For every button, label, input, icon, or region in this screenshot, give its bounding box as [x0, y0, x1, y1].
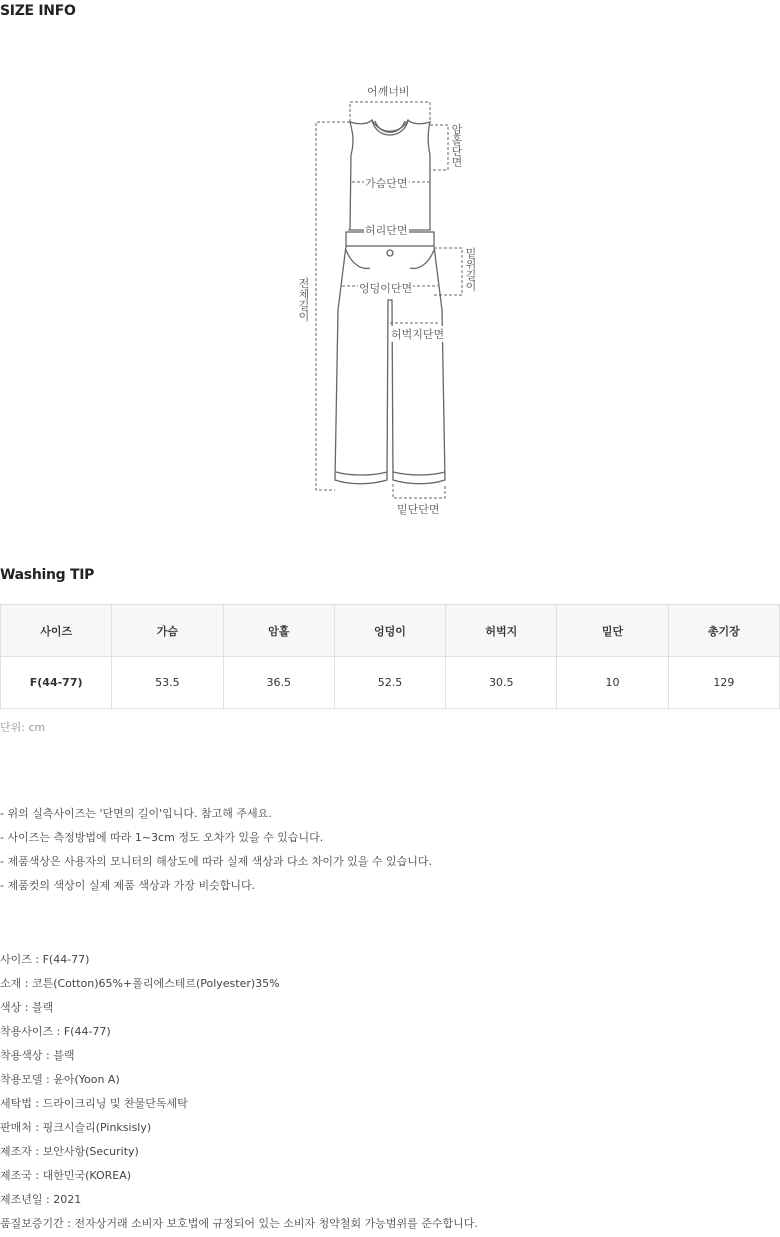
note-item: - 사이즈는 측정방법에 따라 1~3cm 정도 오차가 있을 수 있습니다. — [0, 831, 324, 844]
spec-item: 착용사이즈 : F(44-77) — [0, 1025, 111, 1038]
note-item: - 제품색상은 사용자의 모니터의 해상도에 따라 실제 색상과 다소 차이가 있을 수 있습니다. — [0, 855, 432, 868]
spec-item: 제조국 : 대한민국(KOREA) — [0, 1169, 132, 1182]
table-cell: 30.5 — [446, 657, 557, 709]
table-header-row — [1, 605, 780, 657]
table-cell: 10 — [557, 657, 668, 709]
spec-item: 제조자 : 보안사항(Security) — [0, 1145, 139, 1158]
note-item: - 제품컷의 색상이 실제 제품 색상과 가장 비슷합니다. — [0, 879, 256, 892]
label-chest: 가슴단면 — [365, 177, 408, 190]
size-info-heading: SIZE INFO — [0, 3, 76, 19]
col-header: 허벅지 — [446, 605, 557, 657]
spec-item: 착용색상 : 블랙 — [0, 1049, 75, 1062]
spec-item: 착용모델 : 윤아(Yoon A) — [0, 1073, 120, 1086]
col-header: 가슴 — [112, 605, 223, 657]
specs-list — [0, 948, 478, 1236]
label-total-length: 전체길이 — [298, 277, 310, 323]
washing-tip-heading: Washing TIP — [0, 567, 95, 583]
col-header: 사이즈 — [1, 605, 112, 657]
col-header: 총기장 — [668, 605, 779, 657]
spec-item: 소재 : 코튼(Cotton)65%+폴리에스테르(Polyester)35% — [0, 977, 280, 990]
label-rise: 밑위길이 — [465, 247, 477, 293]
label-waist: 허리단면 — [365, 224, 408, 237]
table-row — [1, 657, 780, 709]
jumpsuit-illustration — [280, 80, 500, 520]
size-diagram — [280, 80, 500, 520]
table-cell: 52.5 — [334, 657, 445, 709]
unit-label: 단위: cm — [0, 721, 46, 734]
label-thigh: 허벅지단면 — [391, 328, 445, 341]
label-hip: 엉덩이단면 — [359, 282, 413, 295]
spec-item: 제조년일 : 2021 — [0, 1193, 82, 1206]
table-cell: 36.5 — [223, 657, 334, 709]
col-header: 암홀 — [223, 605, 334, 657]
spec-item: 색상 : 블랙 — [0, 1001, 54, 1014]
notes-list — [0, 802, 432, 898]
spec-item: 세탁법 : 드라이크리닝 및 찬물단독세탁 — [0, 1097, 188, 1110]
col-header: 밑단 — [557, 605, 668, 657]
label-hem: 밑단단면 — [397, 503, 440, 516]
label-shoulder: 어깨너비 — [367, 85, 410, 98]
col-header: 엉덩이 — [334, 605, 445, 657]
spec-item: 판매처 : 핑크시슬리(Pinksisly) — [0, 1121, 152, 1134]
table-cell: 53.5 — [112, 657, 223, 709]
table-cell: 129 — [668, 657, 779, 709]
label-armhole: 암홀단면 — [451, 123, 463, 169]
spec-item: 품질보증기간 : 전자상거래 소비자 보호법에 규정되어 있는 소비자 청약철회 가능범위를 준수합니다. — [0, 1217, 478, 1230]
size-table — [0, 604, 780, 709]
spec-item: 사이즈 : F(44-77) — [0, 953, 90, 966]
note-item: - 위의 실측사이즈는 '단면의 길이'입니다. 참고해 주세요. — [0, 807, 272, 820]
table-cell: F(44-77) — [1, 657, 112, 709]
